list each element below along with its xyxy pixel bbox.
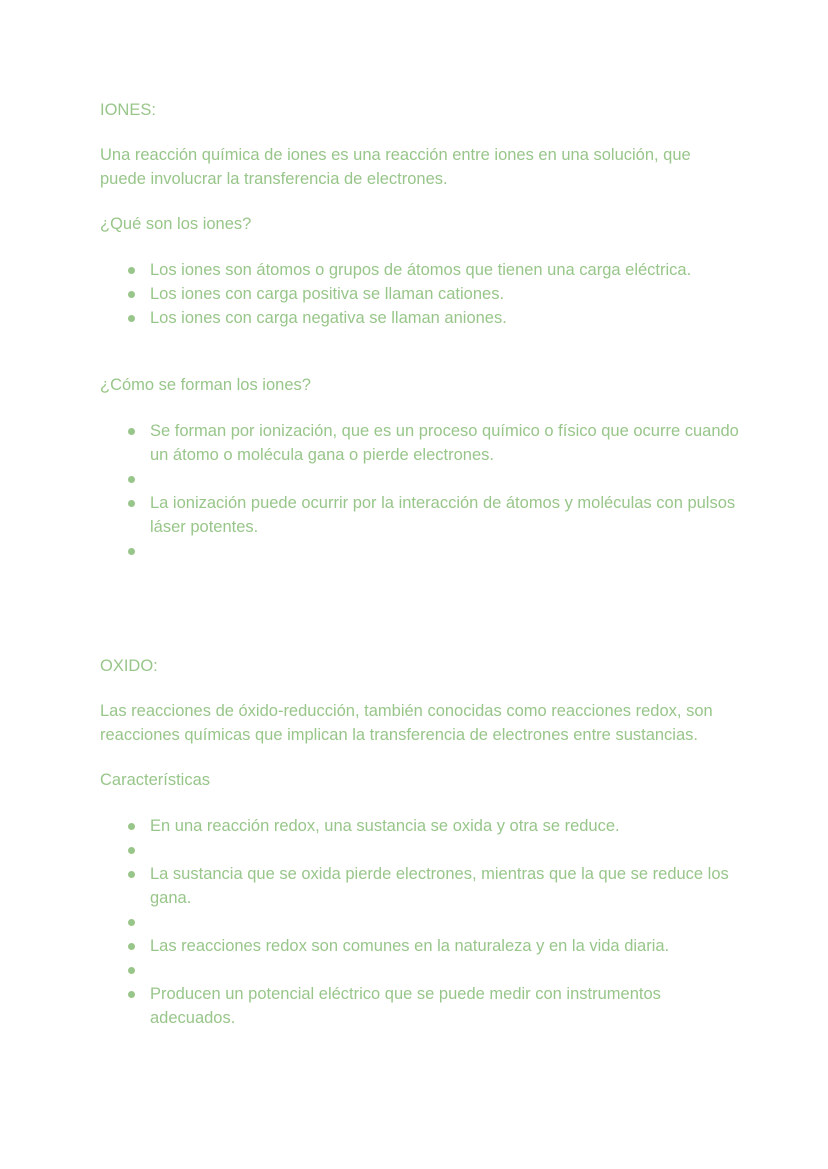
oxido-characteristics-label: Características bbox=[100, 771, 211, 789]
bullet-icon bbox=[128, 991, 135, 998]
bullet-icon bbox=[128, 847, 135, 854]
list-item bbox=[100, 982, 740, 1030]
bullet-icon bbox=[128, 476, 135, 483]
oxido-heading: OXIDO: bbox=[100, 657, 158, 675]
ions-how-question: ¿Cómo se forman los iones? bbox=[100, 376, 311, 394]
list-item-text: En una reacción redox, una sustancia se oxida y otra se reduce. bbox=[150, 817, 620, 835]
list-item-text: Producen un potencial eléctrico que se puede medir con instrumentos adecuados. bbox=[150, 985, 661, 1027]
document-page bbox=[100, 98, 740, 1030]
oxido-description: Las reacciones de óxido-reducción, también conocidas como reacciones redox, son reacciones químicas que implican la transferencia de electrones entre sustancias. bbox=[100, 702, 713, 744]
list-item bbox=[100, 306, 740, 330]
bullet-icon bbox=[128, 500, 135, 507]
bullet-icon bbox=[128, 967, 135, 974]
bullet-icon bbox=[128, 919, 135, 926]
list-item-text: Se forman por ionización, que es un proceso químico o físico que ocurre cuando un átomo o molécula gana o pierde electrones. bbox=[150, 422, 739, 464]
ions-what-question: ¿Qué son los iones? bbox=[100, 215, 252, 233]
oxido-characteristics-list bbox=[100, 814, 740, 1030]
list-item bbox=[100, 862, 740, 910]
list-item bbox=[100, 282, 740, 306]
list-item bbox=[100, 934, 740, 958]
list-item bbox=[100, 491, 740, 539]
ions-what-list bbox=[100, 258, 740, 330]
list-item-empty bbox=[100, 467, 740, 491]
list-item-text: Los iones son átomos o grupos de átomos que tienen una carga eléctrica. bbox=[150, 261, 692, 279]
list-item bbox=[100, 419, 740, 467]
oxido-section bbox=[100, 654, 740, 1030]
list-item bbox=[100, 814, 740, 838]
ions-how-list bbox=[100, 419, 740, 563]
list-item-text: Los iones con carga negativa se llaman aniones. bbox=[150, 309, 507, 327]
list-item-text: La ionización puede ocurrir por la interacción de átomos y moléculas con pulsos láser potentes. bbox=[150, 494, 736, 536]
list-item bbox=[100, 258, 740, 282]
list-item-empty bbox=[100, 838, 740, 862]
bullet-icon bbox=[128, 267, 135, 274]
list-item-text: Las reacciones redox son comunes en la naturaleza y en la vida diaria. bbox=[150, 937, 670, 955]
list-item-empty bbox=[100, 958, 740, 982]
ions-description: Una reacción química de iones es una reacción entre iones en una solución, que puede involucrar la transferencia de electrones. bbox=[100, 146, 691, 188]
list-item-empty bbox=[100, 539, 740, 563]
list-item-empty bbox=[100, 910, 740, 934]
bullet-icon bbox=[128, 823, 135, 830]
bullet-icon bbox=[128, 315, 135, 322]
list-item-text: La sustancia que se oxida pierde electrones, mientras que la que se reduce los gana. bbox=[150, 865, 729, 907]
bullet-icon bbox=[128, 548, 135, 555]
bullet-icon bbox=[128, 871, 135, 878]
ions-heading: IONES: bbox=[100, 101, 156, 119]
list-item-text: Los iones con carga positiva se llaman cationes. bbox=[150, 285, 505, 303]
bullet-icon bbox=[128, 943, 135, 950]
bullet-icon bbox=[128, 428, 135, 435]
bullet-icon bbox=[128, 291, 135, 298]
ions-section bbox=[100, 98, 740, 563]
